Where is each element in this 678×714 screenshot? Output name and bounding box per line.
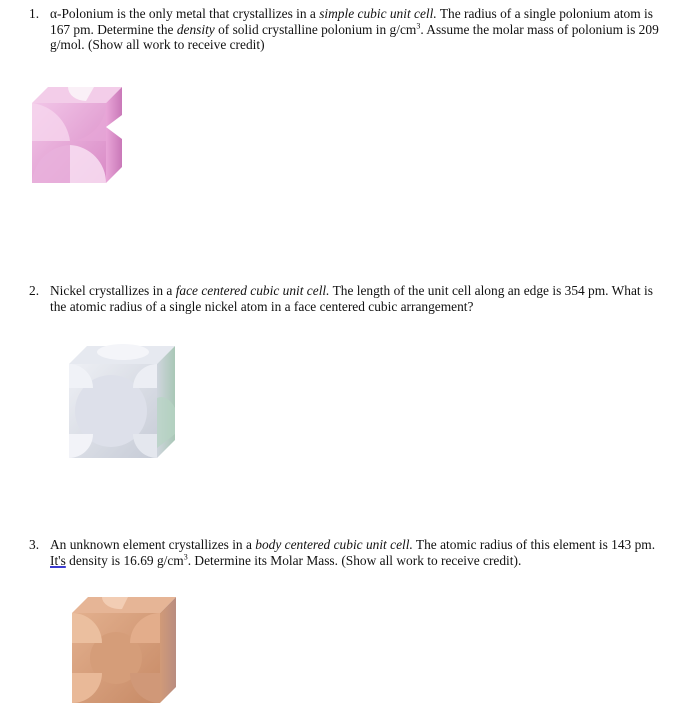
question-text: An unknown element crystallizes in a body centered cubic unit cell. The atomic radius of this element is 143 pm. It's density is 16.69 $g/cm^3$. Determine its Molar Mass. (Show all work to receive credit).: [50, 537, 656, 568]
question-number: 3.: [29, 537, 40, 552]
body-centered-cubic-unit-cell-icon: [62, 587, 184, 709]
face-centered-cubic-unit-cell-icon: [57, 338, 182, 463]
simple-cubic-unit-cell-icon: [24, 75, 136, 187]
question-number: 1.: [29, 6, 40, 21]
question-number: 2.: [29, 283, 40, 298]
question-1: [29, 6, 664, 53]
question-3: [29, 537, 664, 568]
question-2: [29, 283, 664, 314]
question-text: α-Polonium is the only metal that crystallizes in a simple cubic unit cell. The radius of a single polonium atom is 167 pm. Determine the density of solid crystalline polonium in $g/cm^3$. Assume the molar mass of polonium is 209 g/mol. (Show all work to receive credit): [50, 6, 659, 52]
question-text: Nickel crystallizes in a face centered cubic unit cell. The length of the unit cell along an edge is 354 pm. What is the atomic radius of a single nickel atom in a face centered cubic arrangement?: [50, 283, 653, 314]
